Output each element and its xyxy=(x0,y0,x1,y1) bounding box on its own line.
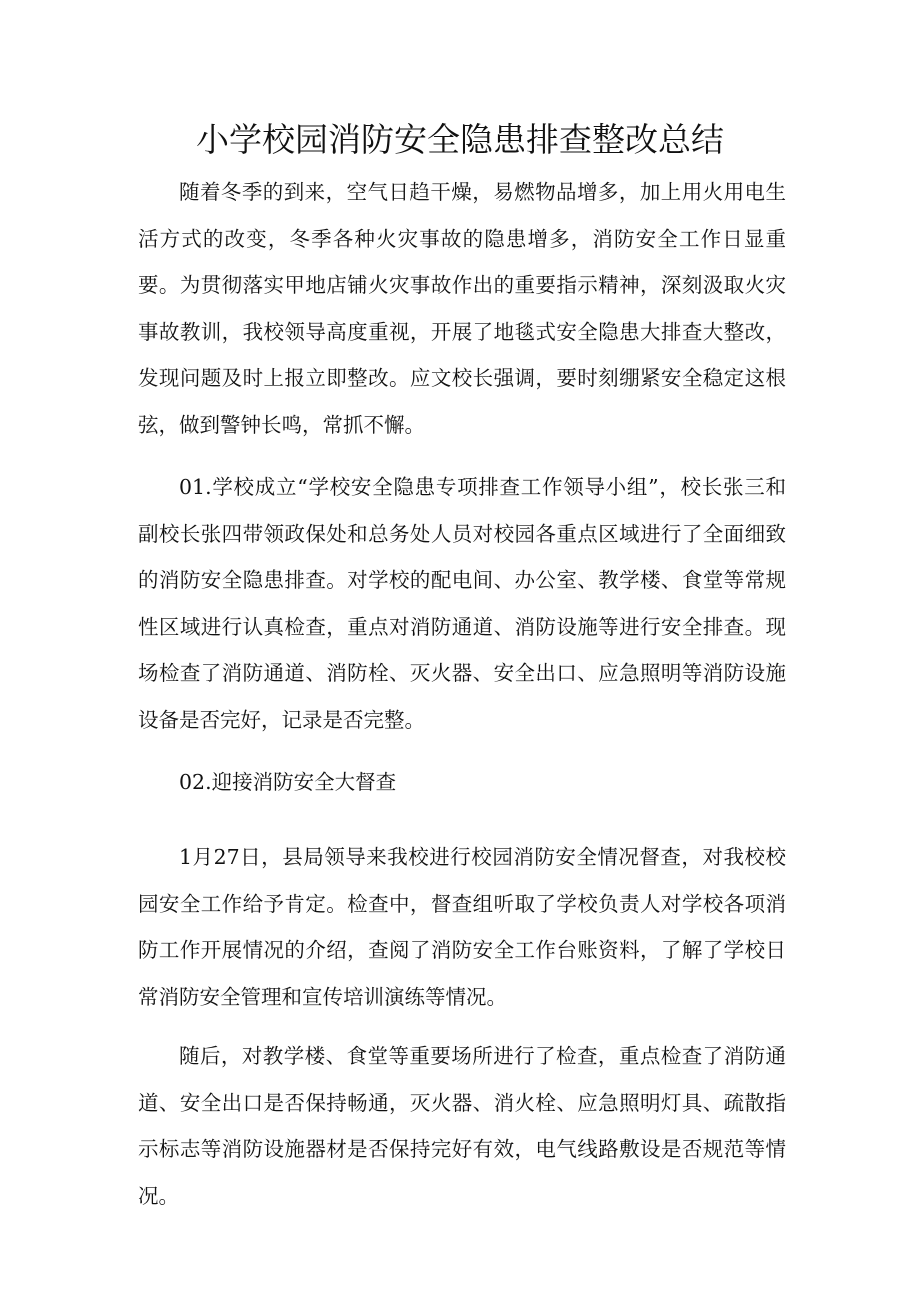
paragraph-followup: 随后，对教学楼、食堂等重要场所进行了检查，重点检查了消防通道、安全出口是否保持畅通，灭火器、消火栓、应急照明灯具、疏散指示标志等消防设施器材是否保持完好有效，电气线路敷设是否规范等情况。 xyxy=(138,1044,786,1208)
document-title: 小学校园消防安全隐患排查整改总结 xyxy=(196,120,724,159)
paragraph-item-02-heading: 02.迎接消防安全大督查 xyxy=(179,770,397,794)
paragraph-inspection: 1月27日，县局领导来我校进行校园消防安全情况督查，对我校校园安全工作给予肯定。检查中，督查组听取了学校负责人对学校各项消防工作开展情况的介绍，查阅了消防安全工作台账资料，了解了学校日常消防安全管理和宣传培训演练等情况。 xyxy=(138,845,786,1009)
paragraph-intro: 随着冬季的到来，空气日趋干燥，易燃物品增多，加上用火用电生活方式的改变，冬季各种火灾事故的隐患增多，消防安全工作日显重要。为贯彻落实甲地店铺火灾事故作出的重要指示精神，深刻汲取火灾事故教训，我校领导高度重视，开展了地毯式安全隐患大排查大整改，发现问题及时上报立即整改。应文校长强调，要时刻绷紧安全稳定这根弦，做到警钟长鸣，常抓不懈。 xyxy=(138,180,786,437)
paragraph-item-01: 01.学校成立“学校安全隐患专项排查工作领导小组”，校长张三和副校长张四带领政保处和总务处人员对校园各重点区域进行了全面细致的消防安全隐患排查。对学校的配电间、办公室、教学楼、食堂等常规性区域进行认真检查，重点对消防通道、消防设施等进行安全排查。现场检查了消防通道、消防栓、灭火器、安全出口、应急照明等消防设施设备是否完好，记录是否完整。 xyxy=(138,475,786,732)
